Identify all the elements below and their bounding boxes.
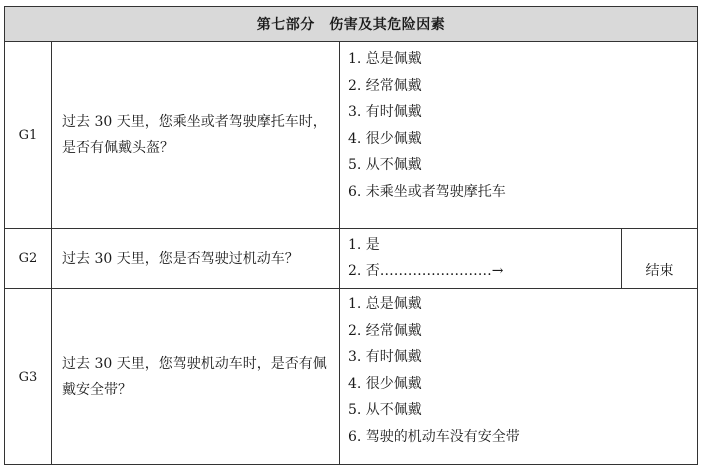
answer-option[interactable]: 1. 总是佩戴 — [348, 296, 422, 312]
answer-option[interactable]: 4. 很少佩戴 — [348, 375, 422, 392]
section-title: 第七部分 伤害及其危险因素 — [5, 7, 697, 42]
question-text: 过去 30 天里，您驾驶机动车时，是否有佩戴安全带？ — [52, 289, 340, 465]
answer-option[interactable]: 3. 有时佩戴 — [348, 104, 422, 120]
answer-option[interactable]: 1. 是 — [348, 237, 380, 253]
question-code: G1 — [5, 42, 52, 228]
questionnaire-table — [4, 6, 698, 465]
question-row-g3 — [5, 289, 697, 465]
answer-option[interactable]: 3. 有时佩戴 — [348, 349, 422, 365]
answer-option[interactable]: 2. 否……………………→ — [348, 263, 504, 279]
question-row-g1 — [5, 42, 697, 229]
answer-option[interactable]: 2. 经常佩戴 — [348, 77, 422, 94]
answer-option[interactable]: 2. 经常佩戴 — [348, 322, 422, 339]
question-text: 过去 30 天里，您乘坐或者驾驶摩托车时，是否有佩戴头盔？ — [52, 42, 340, 228]
answer-option[interactable]: 4. 很少佩戴 — [348, 130, 422, 147]
question-row-g2 — [5, 229, 697, 289]
answer-option[interactable]: 6. 未乘坐或者驾驶摩托车 — [348, 183, 506, 200]
answer-option[interactable]: 1. 总是佩戴 — [348, 51, 422, 67]
skip-instruction: 结束 — [621, 229, 697, 288]
answer-options — [340, 229, 621, 288]
answer-options — [340, 289, 697, 465]
answer-option[interactable]: 6. 驾驶的机动车没有安全带 — [348, 428, 520, 445]
question-code: G3 — [5, 289, 52, 465]
question-text: 过去 30 天里，您是否驾驶过机动车？ — [52, 229, 340, 288]
question-code: G2 — [5, 229, 52, 288]
answer-option[interactable]: 5. 从不佩戴 — [348, 402, 422, 418]
answer-options — [340, 42, 697, 228]
answer-option[interactable]: 5. 从不佩戴 — [348, 157, 422, 173]
